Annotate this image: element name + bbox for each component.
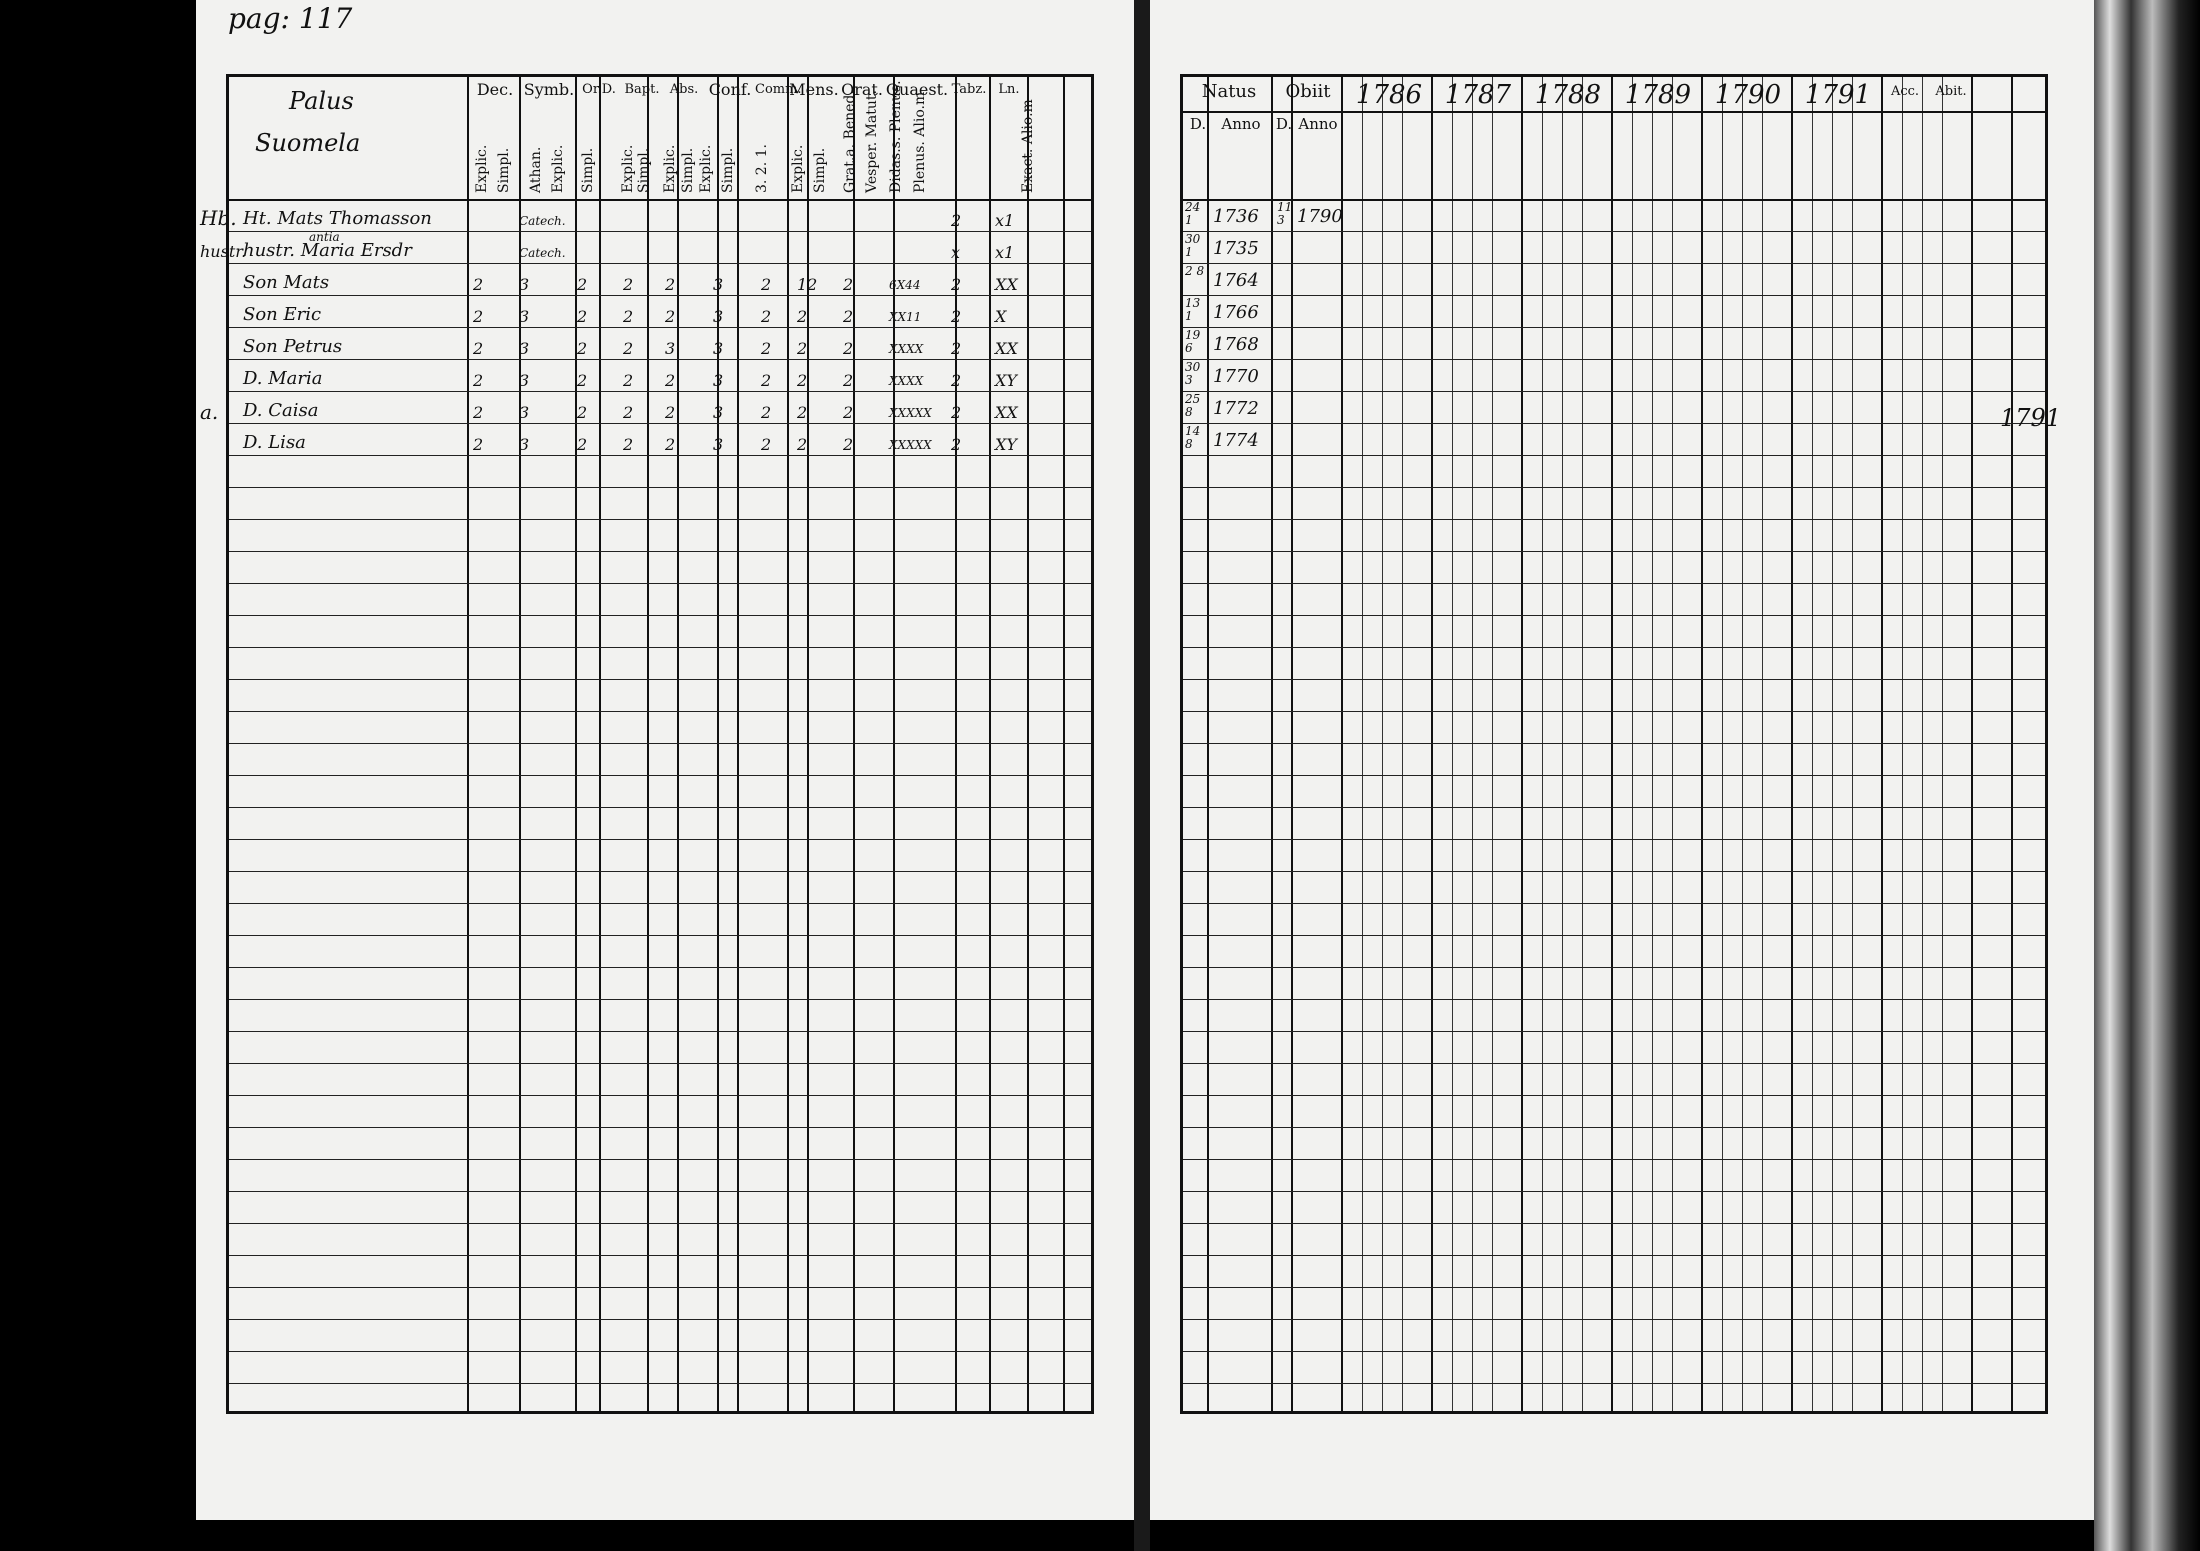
right-column-header: 1788: [1534, 80, 1602, 110]
left-cell-value: 3: [713, 371, 724, 390]
left-subheader: Didas.s. Plenus.: [888, 80, 904, 193]
left-title-line-1: Palus: [289, 87, 354, 115]
right-subheader: Anno: [1221, 115, 1261, 133]
left-cell-value: 2: [761, 435, 772, 454]
right-row-rule: [1183, 1223, 2045, 1224]
left-cell-value: 2: [951, 403, 962, 422]
left-cell-value: x1: [995, 243, 1015, 262]
right-row-rule: [1183, 327, 2045, 328]
left-row-rule: [229, 775, 1091, 776]
left-cell-value: XXXX: [889, 374, 924, 388]
left-cell-value: 12: [797, 275, 818, 294]
right-row-rule: [1183, 1191, 2045, 1192]
left-cell-value: XX: [995, 339, 1018, 358]
left-subheader: Athan.: [528, 146, 544, 193]
right-header-rule: [1183, 111, 2045, 113]
right-row-rule: [1183, 231, 2045, 232]
natus-year: 1736: [1213, 206, 1259, 227]
person-name: Ht. Mats Thomasson: [243, 208, 432, 229]
right-row-rule: [1183, 263, 2045, 264]
left-cell-value: 3: [519, 339, 530, 358]
left-cell-value: 2: [797, 339, 808, 358]
left-row-rule: [229, 551, 1091, 552]
left-row-rule: [229, 1031, 1091, 1032]
left-cell-value: 3: [713, 435, 724, 454]
left-cell-value: 2: [473, 371, 484, 390]
natus-day: 14 8: [1185, 424, 1201, 451]
right-row-rule: [1183, 807, 2045, 808]
left-row-rule: [229, 935, 1091, 936]
page-edges: [2094, 0, 2200, 1551]
left-row-rule: [229, 391, 1091, 392]
left-cell-value: XXXXX: [889, 406, 932, 420]
left-row-rule: [229, 807, 1091, 808]
left-subheader: Simpl.: [812, 147, 828, 193]
left-row-rule: [229, 1063, 1091, 1064]
left-row-rule: [229, 231, 1091, 232]
right-row-rule: [1183, 359, 2045, 360]
right-header-rule: [1183, 199, 2045, 201]
left-cell-value: 2: [623, 403, 634, 422]
obiit-day: 11 3: [1277, 200, 1293, 227]
right-row-rule: [1183, 1351, 2045, 1352]
left-cell-value: 2: [473, 307, 484, 326]
left-row-rule: [229, 263, 1091, 264]
person-name: D. Caisa: [243, 400, 319, 421]
left-row-rule: [229, 839, 1091, 840]
right-subheader: D.: [1189, 115, 1207, 133]
left-row-rule: [229, 967, 1091, 968]
right-row-rule: [1183, 935, 2045, 936]
person-name: D. Lisa: [243, 432, 306, 453]
left-group-header: Conf.: [708, 80, 752, 99]
right-row-rule: [1183, 839, 2045, 840]
right-column-header: 1790: [1714, 80, 1782, 110]
left-cell-value: x: [951, 243, 961, 262]
natus-year: 1772: [1213, 398, 1259, 419]
left-subheader: Simpl.: [496, 147, 512, 193]
left-cell-value: 2: [797, 435, 808, 454]
left-cell-value: 2: [623, 371, 634, 390]
right-row-rule: [1183, 903, 2045, 904]
left-cell-value: 2: [951, 339, 962, 358]
left-row-rule: [229, 487, 1091, 488]
left-row-rule: [229, 423, 1091, 424]
left-cell-value: 2: [665, 371, 676, 390]
right-row-rule: [1183, 519, 2045, 520]
natus-day: 24 1: [1185, 200, 1201, 227]
left-cell-value: 2: [623, 339, 634, 358]
left-group-header: Mens.: [789, 80, 839, 99]
left-group-header: Dec.: [476, 80, 514, 99]
left-cell-value: 2: [473, 403, 484, 422]
left-subheader: Plenus. Alio.m: [912, 91, 928, 193]
natus-year: 1774: [1213, 430, 1259, 451]
left-title-line-2: Suomela: [255, 129, 361, 157]
natus-day: 30 1: [1185, 232, 1201, 259]
left-row-rule: [229, 1287, 1091, 1288]
right-row-rule: [1183, 391, 2045, 392]
left-cell-value: 2: [665, 403, 676, 422]
right-row-rule: [1183, 1319, 2045, 1320]
left-subheader: Vesper. Matut.: [864, 90, 880, 193]
left-cell-value: 2: [797, 307, 808, 326]
left-row-rule: [229, 1191, 1091, 1192]
left-column-rule: [229, 77, 1065, 1411]
left-cell-value: 2: [623, 435, 634, 454]
left-row-rule: [229, 679, 1091, 680]
right-column-header: 1789: [1624, 80, 1692, 110]
left-subheader: Explic.: [550, 144, 566, 193]
right-column-header: Natus: [1201, 81, 1257, 102]
left-cell-value: 2: [665, 307, 676, 326]
left-cell-value: 2: [473, 435, 484, 454]
person-name: Son Mats: [243, 272, 330, 293]
left-subheader: Explic.: [662, 144, 678, 193]
left-cell-value: 2: [761, 275, 772, 294]
left-cell-value: 2: [797, 403, 808, 422]
margin-mark: a.: [200, 400, 219, 424]
abit-note: 1791: [2000, 404, 2062, 432]
natus-day: 19 6: [1185, 328, 1201, 355]
left-cell-value: 6X44: [889, 278, 921, 292]
left-cell-value: X: [995, 307, 1007, 326]
left-cell-value: 3: [519, 435, 530, 454]
left-cell-value: x1: [995, 211, 1015, 230]
right-row-rule: [1183, 967, 2045, 968]
right-column-header: 1786: [1355, 80, 1423, 110]
natus-year: 1770: [1213, 366, 1259, 387]
left-cell-value: 2: [623, 275, 634, 294]
left-row-rule: [229, 1127, 1091, 1128]
right-column-header: Acc.: [1890, 84, 1920, 99]
natus-day: 25 8: [1185, 392, 1201, 419]
left-cell-value: 2: [761, 307, 772, 326]
left-subheader: Simpl.: [720, 147, 736, 193]
right-row-rule: [1183, 487, 2045, 488]
left-group-header: Abs.: [669, 82, 699, 97]
left-cell-value: 2: [577, 403, 588, 422]
left-cell-value: XXXXX: [889, 438, 932, 452]
margin-mark: hustr.: [200, 242, 247, 261]
left-cell-value: 2: [665, 275, 676, 294]
right-subheader: Anno: [1298, 115, 1338, 133]
left-row-rule: [229, 999, 1091, 1000]
name-annotation: antia: [309, 230, 340, 244]
left-group-header: Comm.: [755, 82, 802, 97]
left-cell-value: XY: [995, 371, 1017, 390]
natus-day: 13 1: [1185, 296, 1201, 323]
left-cell-value: 3: [519, 371, 530, 390]
left-cell-value: 2: [843, 307, 854, 326]
left-row-rule: [229, 359, 1091, 360]
left-row-rule: [229, 647, 1091, 648]
left-cell-value: 2: [761, 371, 772, 390]
left-row-rule: [229, 1351, 1091, 1352]
left-subheader: Exact. Alio.m: [1020, 99, 1036, 193]
left-subheader: Explic.: [698, 144, 714, 193]
left-cell-value: XXXX: [889, 342, 924, 356]
left-register-table: [226, 74, 1094, 1414]
left-cell-value: 2: [577, 339, 588, 358]
right-row-rule: [1183, 743, 2045, 744]
right-row-rule: [1183, 871, 2045, 872]
left-cell-value: 2: [843, 371, 854, 390]
margin-mark: Hb.: [200, 206, 237, 230]
natus-year: 1766: [1213, 302, 1259, 323]
left-cell-value: 2: [843, 435, 854, 454]
left-row-rule: [229, 295, 1091, 296]
right-row-rule: [1183, 1127, 2045, 1128]
left-group-header: Orat.: [841, 80, 883, 99]
left-row-rule: [229, 455, 1091, 456]
left-header-rule: [229, 199, 1091, 201]
left-subheader: Simpl.: [680, 147, 696, 193]
natus-year: 1764: [1213, 270, 1259, 291]
right-row-rule: [1183, 999, 2045, 1000]
right-column-header: 1787: [1444, 80, 1512, 110]
left-cell-value: 3: [713, 307, 724, 326]
left-row-rule: [229, 871, 1091, 872]
left-row-rule: [229, 1223, 1091, 1224]
right-row-rule: [1183, 679, 2045, 680]
left-cell-value: 3: [713, 339, 724, 358]
left-row-rule: [229, 1095, 1091, 1096]
left-subheader: Explic.: [790, 144, 806, 193]
left-cell-value: 2: [951, 435, 962, 454]
left-cell-value: 2: [843, 275, 854, 294]
right-subheader: D.: [1275, 115, 1293, 133]
left-subheader: 3. 2. 1.: [754, 144, 770, 193]
left-cell-value: 3: [665, 339, 676, 358]
left-row-rule: [229, 615, 1091, 616]
left-row-rule: [229, 1383, 1091, 1384]
left-subheader: Explic.: [620, 144, 636, 193]
left-cell-value: 2: [951, 307, 962, 326]
left-cell-value: 2: [951, 275, 962, 294]
left-cell-value: XX11: [889, 310, 922, 324]
left-row-rule: [229, 903, 1091, 904]
book-binding: [1134, 0, 1150, 1551]
right-row-rule: [1183, 295, 2045, 296]
right-row-rule: [1183, 1255, 2045, 1256]
right-row-rule: [1183, 551, 2045, 552]
right-column-header: 1791: [1804, 80, 1872, 110]
left-cell-value: 3: [519, 275, 530, 294]
left-cell-value: XX: [995, 403, 1018, 422]
page-number: pag: 117: [228, 2, 353, 35]
left-group-header: Quaest.: [885, 80, 949, 99]
left-row-rule: [229, 1255, 1091, 1256]
natus-year: 1735: [1213, 238, 1259, 259]
left-cell-value: 3: [713, 275, 724, 294]
left-row-rule: [229, 583, 1091, 584]
obiit-year: 1790: [1297, 206, 1343, 227]
right-column-rule: [1183, 77, 2013, 1411]
left-cell-value: 2: [473, 339, 484, 358]
person-name: Son Eric: [243, 304, 322, 325]
right-row-rule: [1183, 1287, 2045, 1288]
right-row-rule: [1183, 775, 2045, 776]
right-row-rule: [1183, 647, 2045, 648]
right-row-rule: [1183, 1031, 2045, 1032]
left-row-rule: [229, 711, 1091, 712]
left-row-rule: [229, 327, 1091, 328]
right-row-rule: [1183, 1383, 2045, 1384]
left-cell-value: 3: [519, 307, 530, 326]
left-cell-value: 2: [577, 435, 588, 454]
left-cell-value: 2: [473, 275, 484, 294]
right-row-rule: [1183, 455, 2045, 456]
left-cell-value: 2: [577, 371, 588, 390]
left-group-header: Symb.: [523, 80, 575, 99]
left-row-rule: [229, 519, 1091, 520]
left-cell-value: Catech.: [519, 246, 566, 260]
right-row-rule: [1183, 423, 2045, 424]
left-cell-value: 2: [577, 275, 588, 294]
right-row-rule: [1183, 711, 2045, 712]
left-row-rule: [229, 743, 1091, 744]
left-cell-value: 2: [761, 403, 772, 422]
left-cell-value: Catech.: [519, 214, 566, 228]
left-group-header: Or.D.: [582, 82, 616, 97]
left-subheader: Simpl.: [580, 147, 596, 193]
right-register-table: [1180, 74, 2048, 1414]
left-cell-value: 2: [797, 371, 808, 390]
natus-year: 1768: [1213, 334, 1259, 355]
right-row-rule: [1183, 1063, 2045, 1064]
natus-day: 30 3: [1185, 360, 1201, 387]
left-row-rule: [229, 1159, 1091, 1160]
left-row-rule: [229, 1319, 1091, 1320]
left-cell-value: 2: [951, 211, 962, 230]
left-cell-value: 2: [577, 307, 588, 326]
left-subheader: Simpl.: [636, 147, 652, 193]
right-row-rule: [1183, 1159, 2045, 1160]
left-cell-value: 2: [843, 403, 854, 422]
person-name: hustr. Maria Ersdr: [243, 240, 412, 261]
left-cell-value: 2: [665, 435, 676, 454]
right-row-rule: [1183, 583, 2045, 584]
left-cell-value: 3: [519, 403, 530, 422]
left-cell-value: 2: [843, 339, 854, 358]
left-cell-value: 3: [713, 403, 724, 422]
left-cell-value: 2: [623, 307, 634, 326]
left-cell-value: 2: [761, 339, 772, 358]
left-subheader: Grat.a. Bened.: [842, 90, 858, 193]
left-group-header: Tabz.: [951, 82, 987, 97]
left-group-header: Ln.: [998, 82, 1020, 97]
right-row-rule: [1183, 615, 2045, 616]
left-group-header: Bapt.: [624, 82, 660, 97]
right-column-header: Abit.: [1935, 84, 1967, 99]
natus-day: 2 8: [1185, 264, 1205, 278]
right-row-rule: [1183, 1095, 2045, 1096]
left-cell-value: XX: [995, 275, 1018, 294]
right-column-header: Obiit: [1285, 81, 1331, 102]
left-cell-value: 2: [951, 371, 962, 390]
left-cell-value: XY: [995, 435, 1017, 454]
person-name: D. Maria: [243, 368, 323, 389]
person-name: Son Petrus: [243, 336, 343, 357]
left-subheader: Explic.: [474, 144, 490, 193]
